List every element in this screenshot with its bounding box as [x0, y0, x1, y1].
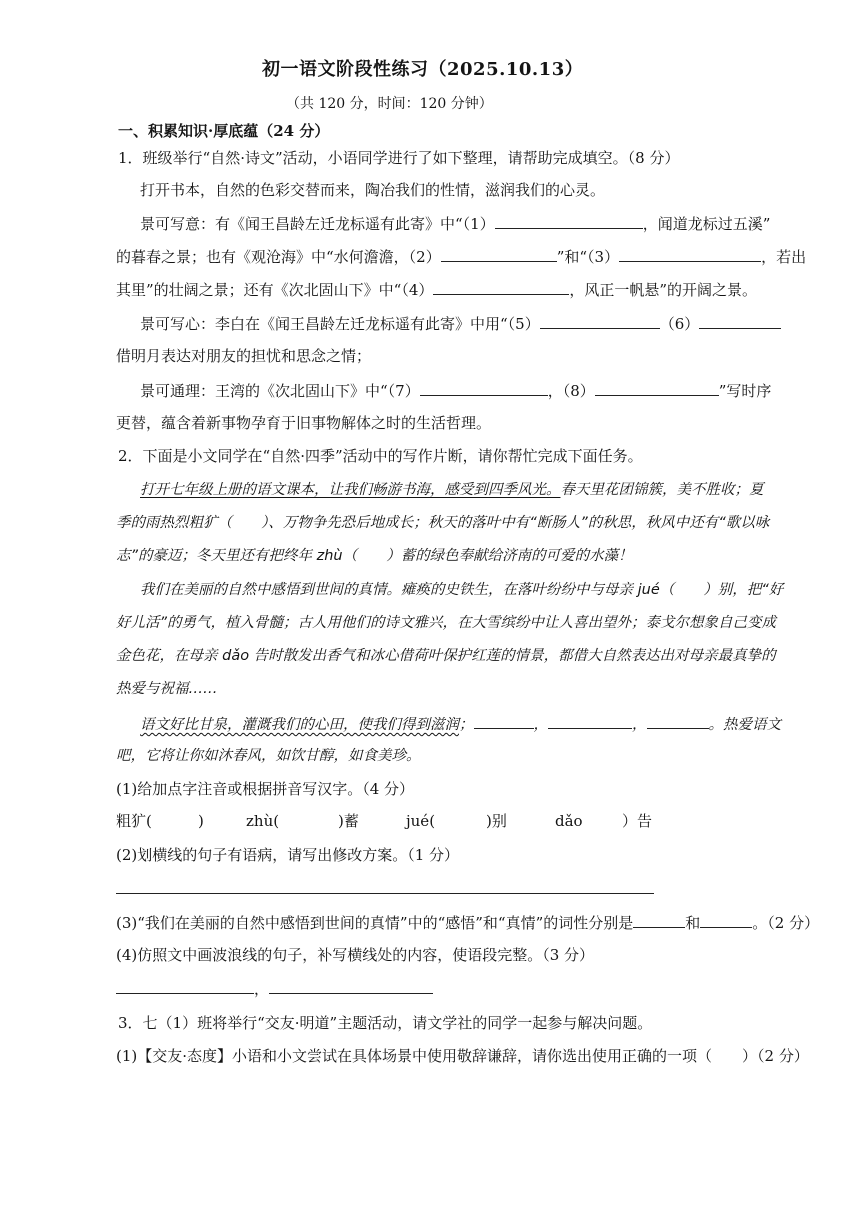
word-class-blank-2[interactable] — [700, 912, 752, 928]
answer-blank-7[interactable] — [420, 380, 548, 396]
q2-sub4-sep: ， — [254, 980, 270, 998]
q1-text: 景可通理：王湾的《次北固山下》中“（7） — [140, 382, 420, 400]
q1-line — [116, 279, 757, 300]
q2-sub3-text: 。（2 分） — [752, 914, 820, 932]
page-subtitle: （共 120 分，时间：120 分钟） — [286, 96, 493, 112]
q1-text: ”和“（3） — [556, 248, 620, 266]
pinyin-item: ) — [198, 812, 204, 830]
page-title: 初一语文阶段性练习（2025.10.13） — [262, 59, 584, 80]
pinyin-item: 粗犷( — [116, 812, 152, 830]
passage-text: ， — [632, 717, 647, 733]
answer-blank-5[interactable] — [540, 313, 660, 329]
q1-text: 其里”的壮阔之景；还有《次北固山下》中“（4） — [116, 281, 434, 299]
passage-line — [140, 713, 781, 735]
pinyin-item: ）告 — [622, 812, 653, 830]
q1-text: ，风正一帆悬”的开阔之景。 — [569, 281, 758, 299]
passage-line — [140, 480, 764, 500]
q1-text: ，若出 — [761, 248, 807, 266]
answer-blank-3[interactable] — [619, 246, 761, 262]
passage-text: ； — [459, 717, 474, 733]
passage-text: 好儿活”的勇气，植入骨髓；古人用他们的诗文雅兴，在大雪缤纷中让人喜出望外；泰戈尔想象自己变成 — [116, 615, 777, 631]
fill-blank-b[interactable] — [548, 713, 632, 729]
q2-sub1: (1)给加点字注音或根据拼音写汉字。（4 分） — [116, 780, 415, 798]
q2-sub2: (2)划横线的句子有语病，请写出修改方案。（1 分） — [116, 846, 460, 864]
passage-text: 春天里花团锦簇，美不胜收；夏 — [560, 482, 764, 498]
pinyin-item: )蓄 — [338, 812, 359, 830]
answer-blank-4[interactable] — [433, 279, 569, 295]
answer-blank-6[interactable] — [699, 313, 781, 329]
q1-line — [116, 246, 806, 267]
underlined-sentence: 打开七年级上册的语文课本，让我们畅游书海，感受到四季风光。 — [140, 482, 561, 498]
q1-line — [140, 380, 771, 401]
q3-stem: 3．七（1）班将举行“交友·明道”主题活动，请文学社的同学一起参与解决问题。 — [118, 1014, 653, 1032]
q1-line — [140, 313, 781, 334]
passage-text: ， — [533, 717, 548, 733]
word-class-blank-1[interactable] — [633, 912, 685, 928]
q1-text: 景可写心：李白在《闻王昌龄左迁龙标遥有此寄》中用“（5） — [140, 315, 540, 333]
q1-text: ，（8） — [547, 382, 595, 400]
answer-line[interactable] — [116, 893, 654, 894]
fill-blank-a[interactable] — [474, 713, 534, 729]
passage-text: 热爱与祝福…… — [116, 681, 218, 697]
pinyin-row — [116, 811, 676, 831]
q3-sub1: (1)【交友·态度】小语和小文尝试在具体场景中使用敬辞谦辞，请你选出使用正确的一项（ ）（2 分） — [116, 1047, 809, 1065]
q1-text: ，闻道龙标过五溪” — [642, 215, 771, 233]
q1-text: 的暮春之景；也有《观沧海》中“水何澹澹，（2） — [116, 248, 441, 266]
passage-text: 金色花，在母亲 dǎo 告时散发出香气和冰心借荷叶保护红莲的情景，都借大自然表达出对母亲最真挚的 — [116, 648, 776, 664]
q1-line — [140, 213, 770, 234]
q1-text: ”写时序 — [718, 382, 772, 400]
q2-sub3-text: (3)“我们在美丽的自然中感悟到世间的真情”中的“感悟”和“真情”的词性分别是 — [116, 914, 634, 932]
q2-stem: 2．下面是小文同学在“自然·四季”活动中的写作片断，请你帮忙完成下面任务。 — [118, 447, 643, 465]
pinyin-item: zhù( — [246, 812, 280, 830]
imitate-blank-2[interactable] — [269, 978, 433, 994]
q1-intro: 打开书本，自然的色彩交替而来，陶冶我们的性情，滋润我们的心灵。 — [140, 181, 606, 199]
pinyin-item: )别 — [486, 812, 507, 830]
answer-blank-1[interactable] — [495, 213, 643, 229]
pinyin-item: jué( — [406, 812, 436, 830]
q2-sub4: (4)仿照文中画波浪线的句子，补写横线处的内容，使语段完整。（3 分） — [116, 946, 595, 964]
imitate-blank-1[interactable] — [116, 978, 254, 994]
q1-text: 更替，蕴含着新事物孕育于旧事物解体之时的生活哲理。 — [116, 414, 492, 432]
q2-sub4-answer — [116, 978, 433, 999]
answer-blank-2[interactable] — [441, 246, 557, 262]
section-heading: 一、积累知识·厚底蕴（24 分） — [118, 122, 330, 140]
wavy-sentence: 语文好比甘泉，灌溉我们的心田，使我们得到滋润 — [140, 717, 459, 733]
passage-text: 。热爱语文 — [708, 717, 781, 733]
q2-sub3-text: 和 — [685, 914, 701, 932]
fill-blank-c[interactable] — [647, 713, 709, 729]
passage-text: 志”的豪迈；冬天里还有把终年 zhù（ ）蓄的绿色奉献给济南的可爱的水藻！ — [116, 548, 633, 564]
passage-text: 我们在美丽的自然中感悟到世间的真情。瘫痪的史铁生，在落叶纷纷中与母亲 jué（ ）别，把“好 — [140, 582, 784, 598]
answer-blank-8[interactable] — [595, 380, 719, 396]
q1-stem: 1．班级举行“自然·诗文”活动，小语同学进行了如下整理，请帮助完成填空。（8 分） — [118, 149, 680, 167]
pinyin-item: dǎo — [555, 812, 583, 830]
q1-text: 景可写意：有《闻王昌龄左迁龙标遥有此寄》中“（1） — [140, 215, 495, 233]
q1-text: 借明月表达对朋友的担忧和思念之情； — [116, 347, 372, 365]
passage-text: 季的雨热烈粗犷（ ）、万物争先恐后地成长；秋天的落叶中有“断肠人”的秋思，秋风中还有“歌以咏 — [116, 515, 770, 531]
passage-text: 吧，它将让你如沐春风，如饮甘醇，如食美珍。 — [116, 748, 421, 764]
q1-text: （6） — [659, 315, 700, 333]
q2-sub3 — [116, 912, 819, 933]
